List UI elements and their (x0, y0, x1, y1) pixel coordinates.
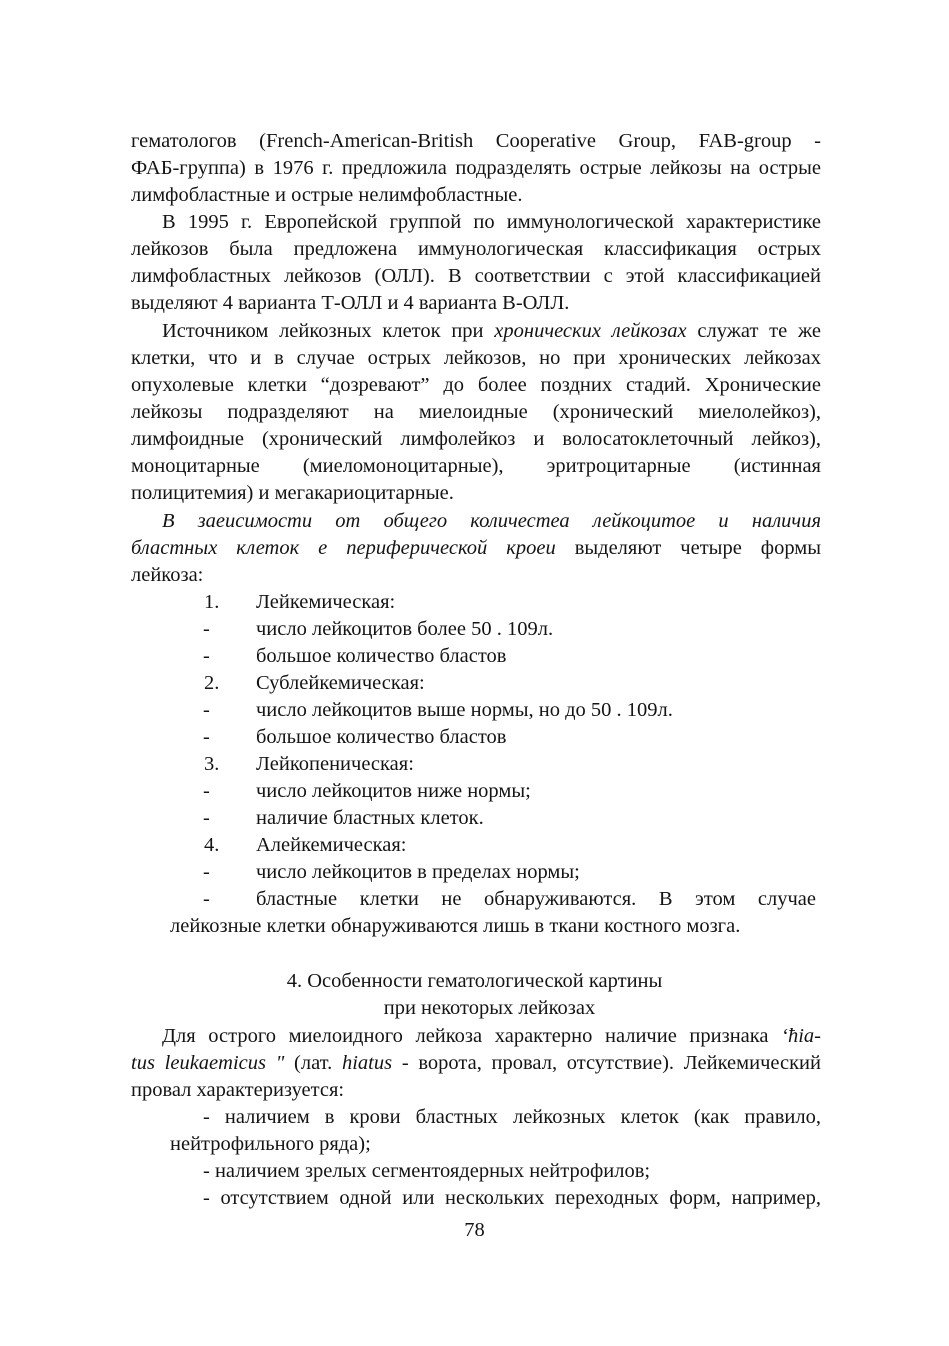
paragraph-line: моноцитарные (миеломоноцитарные), эритроцитарные (истинная (131, 455, 821, 477)
text-run: Для острого миелоидного лейкоза характерно наличие признака (162, 1025, 769, 1047)
page-number: 78 (464, 1219, 485, 1241)
list-marker: 1. (204, 591, 220, 613)
paragraph-line (162, 1023, 821, 1050)
list-item: Сублейкемическая: (256, 672, 425, 694)
list-marker: - (203, 618, 210, 640)
paragraph-line: ФАБ-группа) в 1976 г. предложила подразделять острые лейкозы на острые (131, 157, 821, 179)
list-item: число лейкоцитов ниже нормы; (256, 780, 531, 802)
paragraph-line: В заеисимости от общего количестеа лейкоцитое и наличия (162, 510, 821, 532)
paragraph-line: лимфобластные и острые нелимфобластные. (131, 184, 523, 206)
section-heading-continued: при некоторых лейкозах (383, 997, 596, 1019)
paragraph-line: лимфобластных лейкозов (ОЛЛ). В соответствии с этой классификацией (131, 265, 821, 287)
list-marker: 2. (204, 672, 220, 694)
list-marker: - (203, 888, 210, 910)
italic-term: tus leukaemicus " (131, 1052, 285, 1074)
list-continuation: лейкозные клетки обнаруживаются лишь в ткани костного мозга. (170, 915, 741, 937)
list-item: Алейкемическая: (256, 834, 407, 856)
paragraph-line: провал характеризуется: (131, 1079, 345, 1101)
section-heading: 4. Особенности гематологической картины (286, 970, 663, 992)
bullet-line: - наличием в крови бластных лейкозных клеток (как правило, (203, 1106, 821, 1128)
paragraph-line (131, 535, 821, 562)
list-item: большое количество бластов (256, 726, 507, 748)
text-run: Источником лейкозных клеток при (162, 320, 484, 342)
list-marker: 4. (204, 834, 220, 856)
paragraph-line (162, 318, 821, 345)
paragraph-line: выделяют 4 варианта Т-ОЛЛ и 4 варианта В-ОЛЛ. (131, 292, 570, 314)
paragraph-line: лимфоидные (хронический лимфолейкоз и волосатоклеточный лейкоз), (131, 428, 821, 450)
list-item: бластные клетки не обнаруживаются. В этом случае (256, 888, 816, 910)
paragraph-line: полицитемия) и мегакариоцитарные. (131, 482, 454, 504)
paragraph-line: лейкозы подразделяют на миелоидные (хронический миелолейкоз), (131, 401, 821, 423)
paragraph-line (131, 1050, 821, 1077)
text-run: (лат. (294, 1052, 333, 1074)
paragraph-line: опухолевые клетки “дозревают” до более поздних стадий. Хронические (131, 374, 821, 396)
list-item: число лейкоцитов в пределах нормы; (256, 861, 580, 883)
list-marker: 3. (204, 753, 220, 775)
list-marker: - (203, 807, 210, 829)
text-run: выделяют четыре формы (574, 537, 822, 559)
paragraph-line: В 1995 г. Европейской группой по иммунологической характеристике (162, 211, 821, 233)
list-marker: - (203, 861, 210, 883)
list-marker: - (203, 780, 210, 802)
text-run: служат те же (697, 320, 821, 342)
list-item: число лейкоцитов более 50 . 109л. (256, 618, 554, 640)
text-run: - ворота, провал, отсутствие). Лейкемический (401, 1052, 822, 1074)
italic-term: хронических лейкозах (494, 320, 687, 342)
italic-term: hiatus (341, 1052, 393, 1074)
list-item: Лейкопеническая: (256, 753, 414, 775)
list-marker: - (203, 645, 210, 667)
bullet-line: - наличием зрелых сегментоядерных нейтрофилов; (203, 1160, 651, 1182)
bullet-line: нейтрофильного ряда); (170, 1133, 371, 1155)
paragraph-line: клетки, что и в случае острых лейкозов, но при хронических лейкозах (131, 347, 821, 369)
paragraph-line: гематологов (French-American-British Cooperative Group, FAB-group - (131, 130, 821, 152)
italic-term: бластных клеток е периферической кроеи (131, 537, 556, 559)
italic-term: ‘ћia- (781, 1025, 821, 1047)
paragraph-line: лейкозов была предложена иммунологическая классификация острых (131, 238, 821, 260)
list-item: большое количество бластов (256, 645, 507, 667)
list-item: число лейкоцитов выше нормы, но до 50 . 109л. (256, 699, 673, 721)
paragraph-line: лейкоза: (131, 564, 204, 586)
list-item: Лейкемическая: (256, 591, 396, 613)
list-marker: - (203, 726, 210, 748)
bullet-line: - отсутствием одной или нескольких переходных форм, например, (203, 1187, 821, 1209)
list-item: наличие бластных клеток. (256, 807, 484, 829)
list-marker: - (203, 699, 210, 721)
